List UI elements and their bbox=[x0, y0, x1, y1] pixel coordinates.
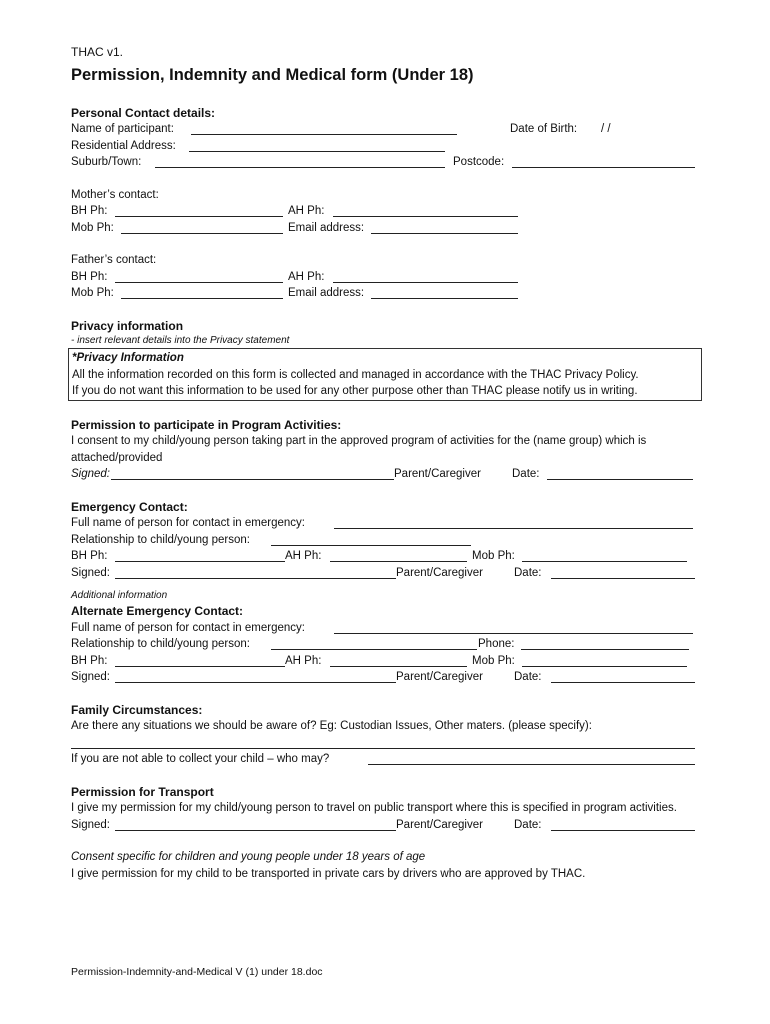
father-bh-field[interactable] bbox=[115, 269, 283, 283]
emergency-heading: Emergency Contact: bbox=[71, 499, 188, 514]
emergency-relationship-row bbox=[71, 532, 699, 549]
emergency-bh-field[interactable] bbox=[115, 548, 285, 562]
emergency-relationship-field[interactable] bbox=[271, 532, 471, 546]
father-email-label: Email address: bbox=[288, 287, 365, 299]
mother-mob-label: Mob Ph: bbox=[71, 221, 114, 234]
permission-date-label: Date: bbox=[512, 468, 540, 480]
mother-ah-label: AH Ph: bbox=[288, 205, 325, 217]
suburb-label: Suburb/Town: bbox=[71, 156, 142, 168]
mother-bh-label: BH Ph: bbox=[71, 205, 108, 217]
family-question: Are there any situations we should be aware of? Eg: Custodian Issues, Other maters. (please specify): bbox=[71, 720, 592, 732]
mother-ah-field[interactable] bbox=[333, 203, 518, 217]
permission-signature-field[interactable] bbox=[111, 466, 394, 480]
father-mob-row bbox=[71, 285, 699, 302]
emergency-ah-field[interactable] bbox=[330, 548, 467, 562]
emergency-fullname-row bbox=[71, 515, 699, 532]
page-title: Permission, Indemnity and Medical form (Under 18) bbox=[71, 65, 474, 84]
transport-text: I give my permission for my child/young person to travel on public transport where this is specified in program activities. bbox=[71, 802, 677, 814]
alternate-parent-label: Parent/Caregiver bbox=[396, 671, 483, 683]
emergency-fullname-label: Full name of person for contact in emergency: bbox=[71, 517, 305, 529]
permission-heading: Permission to participate in Program Activities: bbox=[71, 417, 342, 432]
emergency-signature-field[interactable] bbox=[115, 565, 396, 579]
family-collect-row bbox=[71, 751, 699, 768]
emergency-phone-row bbox=[71, 548, 699, 565]
alternate-note: Additional information bbox=[71, 590, 168, 601]
alternate-bh-field[interactable] bbox=[115, 653, 285, 667]
alternate-heading: Alternate Emergency Contact: bbox=[71, 604, 244, 618]
father-ah-label: AH Ph: bbox=[288, 270, 325, 283]
father-email-field[interactable] bbox=[371, 285, 518, 299]
alternate-phone-row bbox=[71, 653, 699, 670]
permission-date-field[interactable] bbox=[547, 466, 693, 480]
address-field[interactable] bbox=[189, 138, 445, 152]
emergency-date-label: Date: bbox=[514, 566, 542, 579]
emergency-signed-label: Signed: bbox=[71, 566, 111, 579]
alternate-relationship-row bbox=[71, 636, 699, 653]
emergency-fullname-field[interactable] bbox=[334, 515, 693, 529]
permission-parent-label: Parent/Caregiver bbox=[394, 468, 481, 480]
privacy-box bbox=[68, 348, 702, 401]
alternate-signed-label: Signed: bbox=[71, 671, 111, 683]
emergency-bh-label: BH Ph: bbox=[71, 550, 108, 562]
private-cars-text: I give permission for my child to be transported in private cars by drivers who are approved by THAC. bbox=[71, 867, 586, 880]
transport-heading: Permission for Transport bbox=[71, 784, 214, 799]
permission-signed-label: Signed: bbox=[71, 468, 111, 480]
family-heading: Family Circumstances: bbox=[71, 702, 203, 717]
address-label: Residential Address: bbox=[71, 139, 176, 152]
privacy-note: - insert relevant details into the Privacy statement bbox=[71, 335, 290, 346]
alternate-signed-row bbox=[71, 669, 699, 686]
suburb-row bbox=[71, 154, 699, 171]
name-row bbox=[71, 121, 699, 138]
alternate-bh-label: BH Ph: bbox=[71, 654, 108, 667]
mother-phone-row bbox=[71, 203, 699, 220]
emergency-signed-row bbox=[71, 565, 699, 582]
dob-field[interactable]: / / bbox=[601, 123, 611, 135]
father-phone-row bbox=[71, 269, 699, 286]
alternate-relationship-field[interactable] bbox=[271, 636, 477, 650]
dob-label: Date of Birth: bbox=[510, 123, 578, 135]
postcode-field[interactable] bbox=[512, 154, 695, 168]
emergency-date-field[interactable] bbox=[551, 565, 695, 579]
mother-bh-field[interactable] bbox=[115, 203, 283, 217]
permission-signed-row bbox=[71, 466, 699, 483]
privacy-box-line2: If you do not want this information to be used for any other purpose other than THAC please notify us in writing. bbox=[72, 385, 638, 397]
family-specify-field[interactable] bbox=[71, 735, 695, 749]
alternate-date-field[interactable] bbox=[551, 669, 695, 683]
form-page bbox=[71, 44, 699, 882]
alternate-signature-field[interactable] bbox=[115, 669, 396, 683]
mother-email-label: Email address: bbox=[288, 221, 365, 234]
alternate-fullname-field[interactable] bbox=[334, 620, 693, 634]
privacy-heading: Privacy information bbox=[71, 318, 184, 333]
transport-date-field[interactable] bbox=[551, 817, 695, 831]
privacy-box-line1: All the information recorded on this form is collected and managed in accordance with the THAC Privacy Policy. bbox=[72, 368, 639, 381]
address-row bbox=[71, 138, 699, 155]
alternate-fullname-row bbox=[71, 620, 699, 637]
mother-mob-row bbox=[71, 220, 699, 237]
emergency-mob-field[interactable] bbox=[522, 548, 687, 562]
name-label: Name of participant: bbox=[71, 123, 174, 135]
alternate-mob-label: Mob Ph: bbox=[472, 654, 515, 667]
transport-signed-label: Signed: bbox=[71, 818, 111, 831]
version-label: THAC v1. bbox=[71, 45, 124, 59]
father-ah-field[interactable] bbox=[333, 269, 518, 283]
alternate-date-label: Date: bbox=[514, 671, 542, 683]
family-collect-field[interactable] bbox=[368, 751, 695, 765]
transport-signed-row bbox=[71, 817, 699, 834]
family-specify-row bbox=[71, 735, 699, 752]
mother-email-field[interactable] bbox=[371, 220, 518, 234]
name-field[interactable] bbox=[191, 121, 457, 135]
suburb-field[interactable] bbox=[155, 154, 445, 168]
alternate-ah-field[interactable] bbox=[330, 653, 467, 667]
family-collect-label: If you are not able to collect your child – who may? bbox=[71, 753, 330, 765]
alternate-phone-field[interactable] bbox=[521, 636, 689, 650]
transport-signature-field[interactable] bbox=[115, 817, 396, 831]
father-mob-label: Mob Ph: bbox=[71, 287, 114, 299]
personal-heading: Personal Contact details: bbox=[71, 105, 216, 120]
alternate-mob-field[interactable] bbox=[522, 653, 687, 667]
father-mob-field[interactable] bbox=[121, 285, 283, 299]
alternate-relationship-label: Relationship to child/young person: bbox=[71, 638, 251, 650]
document-footer: Permission-Indemnity-and-Medical V (1) under 18.doc bbox=[71, 966, 323, 978]
mother-mob-field[interactable] bbox=[121, 220, 283, 234]
postcode-label: Postcode: bbox=[453, 156, 505, 168]
emergency-mob-label: Mob Ph: bbox=[472, 550, 515, 562]
consent-note: Consent specific for children and young people under 18 years of age bbox=[71, 851, 426, 863]
mother-heading: Mother’s contact: bbox=[71, 188, 159, 201]
alternate-ah-label: AH Ph: bbox=[285, 654, 322, 667]
privacy-box-title: *Privacy Information bbox=[72, 352, 184, 364]
emergency-relationship-label: Relationship to child/young person: bbox=[71, 533, 251, 546]
transport-date-label: Date: bbox=[514, 818, 542, 831]
alternate-fullname-label: Full name of person for contact in emergency: bbox=[71, 621, 305, 634]
father-bh-label: BH Ph: bbox=[71, 270, 108, 283]
emergency-parent-label: Parent/Caregiver bbox=[396, 566, 483, 579]
alternate-phone-label: Phone: bbox=[478, 638, 515, 650]
father-heading: Father’s contact: bbox=[71, 254, 157, 266]
permission-text: I consent to my child/young person taking part in the approved program of activities for the (name group) which is attached/provided bbox=[71, 435, 647, 464]
transport-parent-label: Parent/Caregiver bbox=[396, 818, 483, 831]
emergency-ah-label: AH Ph: bbox=[285, 550, 322, 562]
